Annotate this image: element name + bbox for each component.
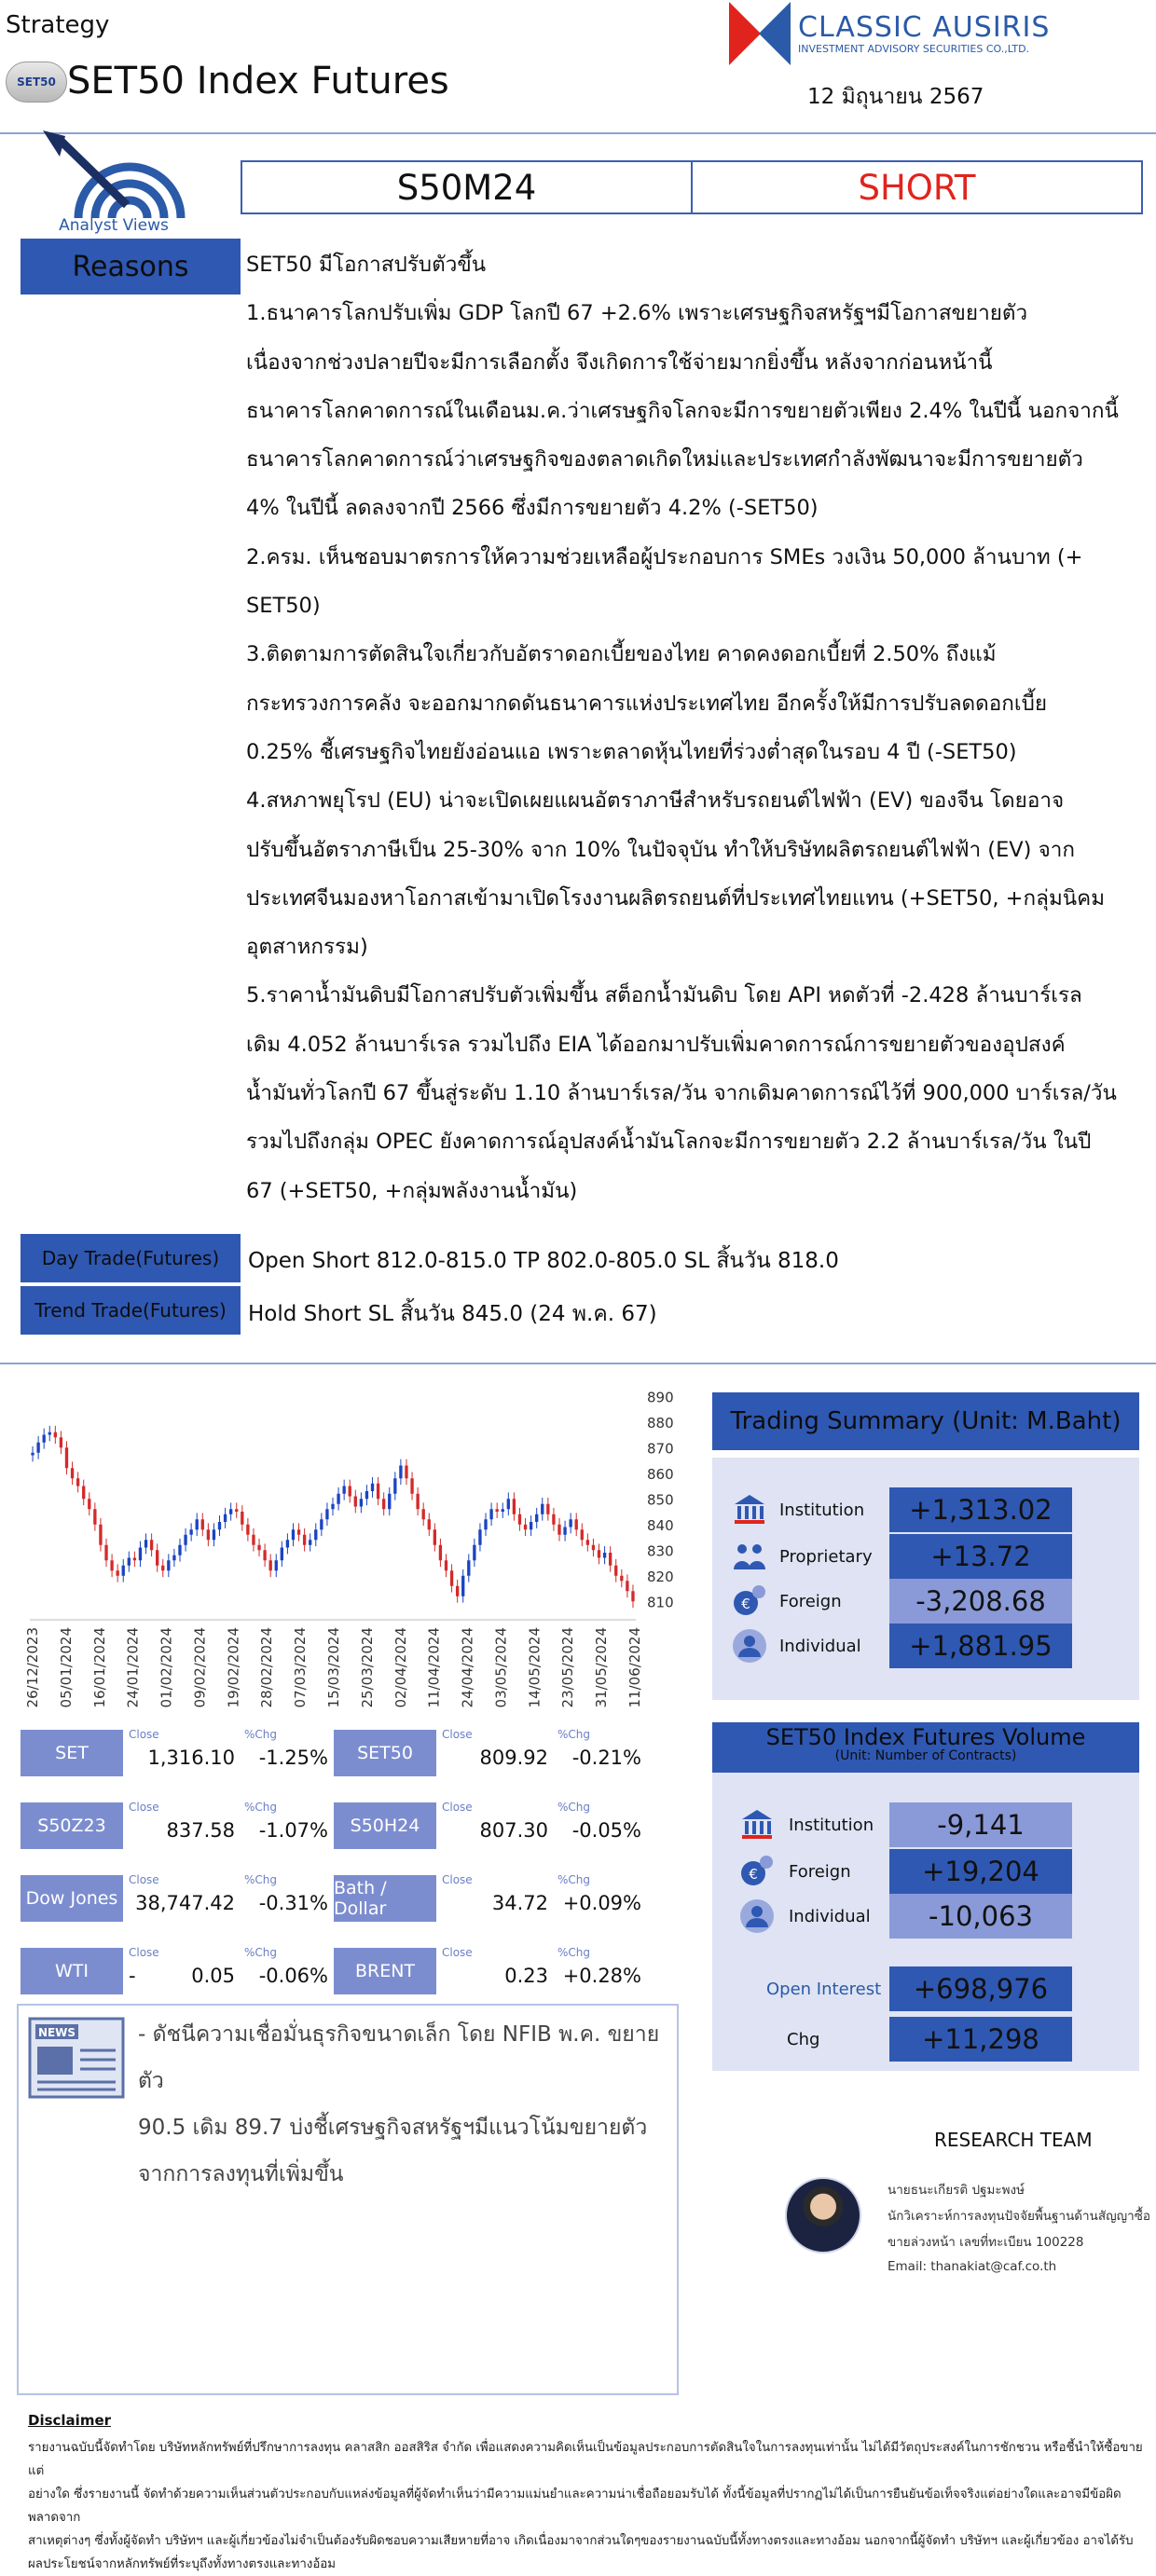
market-change: +0.09% [562,1892,641,1914]
x-tick-label: 25/03/2024 [358,1627,376,1708]
candle-body [116,1570,118,1576]
x-tick-label: 14/05/2024 [526,1627,544,1708]
candle-body [36,1443,39,1453]
trading-summary-value: +1,881.95 [889,1624,1072,1668]
candle-body [546,1504,549,1514]
candle-body [269,1560,272,1570]
market-close: 807.30 [479,1819,548,1842]
market-name: BRENT [334,1948,436,1994]
candle-body [405,1466,407,1479]
day-trade-label: Day Trade(Futures) [21,1234,241,1282]
analyst-avatar [785,2177,861,2254]
candle-body [201,1519,204,1529]
news-line: 90.5 เดิม 89.7 บ่งชี้เศรษฐกิจสหรัฐฯมีแนวโน้มขยายตัว [138,2116,648,2140]
x-tick-label: 23/05/2024 [559,1627,577,1708]
chg-caption: %Chg [244,1946,278,1959]
candle-body [388,1494,391,1510]
candle-body [502,1509,504,1512]
chg-caption: %Chg [557,1801,591,1814]
candle-body [139,1548,142,1561]
reason-line: ธนาคารโลกคาดการณ์ในเดือนม.ค.ว่าเศรษฐกิจโลกจะมีการขยายตัวเพียง 2.4% ในปีนี้ นอกจากนี้ [246,398,1119,423]
candle-body [82,1487,85,1500]
y-tick-label: 850 [647,1491,674,1509]
reason-line: 3.ติดตามการตัดสินใจเกี่ยวกับอัตราดอกเบี้ยของไทย คาดคงดอกเบี้ยที่ 2.50% ถึงแม้ [246,642,997,667]
candle-body [309,1540,311,1545]
candle-body [569,1519,571,1527]
y-tick-label: 810 [647,1594,674,1611]
candle-body [65,1447,68,1468]
candle-body [184,1535,186,1545]
position-signal: SHORT [858,167,976,208]
reason-line: 2.ครม. เห็นชอบมาตรการให้ความช่วยเหลือผู้ประกอบการ SMEs วงเงิน 50,000 ล้านบาท (+ [246,544,1083,569]
candle-body [320,1519,323,1529]
candle-body [513,1499,516,1514]
market-close: 1,316.10 [147,1747,235,1769]
reason-line: รวมไปถึงกลุ่ม OPEC ยังคาดการณ์อุปสงค์น้ำมันโลกจะมีการขยายตัว 2.2 ล้านบาร์เรล/วัน ในปี [246,1130,1092,1155]
x-tick-label: 24/01/2024 [124,1627,142,1708]
futures-volume-value: +19,204 [889,1849,1072,1894]
futures-volume-label: Institution [789,1816,874,1835]
candle-body [218,1522,221,1529]
y-tick-label: 830 [647,1542,674,1560]
candle-body [342,1487,345,1494]
x-tick-label: 24/04/2024 [459,1627,476,1708]
futures-volume-value: -10,063 [889,1894,1072,1939]
chg-value: +11,298 [889,2017,1072,2062]
news-line: - ดัชนีความเชื่อมั่นธุรกิจขนาดเล็ก โดย NFIB พ.ค. ขยายตัว [138,2022,660,2093]
y-tick-label: 840 [647,1516,674,1534]
reason-line: น้ำมันทั่วโลกปี 67 ขึ้นสู่ระดับ 1.10 ล้านบาร์เรล/วัน จากเดิมคาดการณ์ไว้ที่ 900,000 บาร์เรล/วัน [246,1081,1117,1106]
candle-body [614,1566,617,1576]
close-caption: Close [442,1873,473,1886]
trend-trade-label: Trend Trade(Futures) [21,1286,241,1335]
candle-body [581,1529,584,1540]
futures-volume-label: Foreign [789,1862,851,1882]
chg-caption: %Chg [557,1728,591,1741]
market-close: 809.92 [479,1747,548,1769]
candle-body [178,1545,181,1555]
candle-body [88,1499,90,1509]
candle-body [518,1514,521,1525]
market-name: S50Z23 [21,1802,123,1849]
candle-body [428,1519,431,1529]
x-tick-label: 15/03/2024 [325,1627,342,1708]
candle-body [54,1432,57,1438]
market-change: -0.06% [258,1965,328,1987]
candle-body [445,1560,447,1570]
reason-line: ธนาคารโลกคาดการณ์ว่าเศรษฐกิจของตลาดเกิดใหม่และประเทศกำลังพัฒนาจะมีการขยายตัว [246,447,1083,473]
reason-line: 0.25% ชี้เศรษฐกิจไทยยังอ่อนแอ เพราะตลาดหุ้นไทยที่ร่วงต่ำสุดในรอบ 4 ปี (-SET50) [246,739,1017,764]
candle-body [484,1519,487,1529]
candle-body [495,1509,498,1512]
reason-line: ปรับขึ้นอัตราภาษีเป็น 25-30% จาก 10% ในปัจจุบัน ทำให้บริษัทผลิตรถยนต์ไฟฟ้า (EV) จาก [246,837,1076,862]
candle-body [478,1529,481,1545]
close-caption: Close [129,1728,159,1741]
analyst-name: นายธนะเกียรติ ปฐมะพงษ์ [888,2183,1025,2198]
brand-subtitle: INVESTMENT ADVISORY SECURITIES CO.,LTD. [798,43,1030,55]
set50-logo: SET50 [6,62,67,103]
candle-body [489,1509,492,1519]
candle-body [104,1545,107,1561]
reason-line: 67 (+SET50, +กลุ่มพลังงานน้ำมัน) [246,1178,578,1203]
trading-summary-value: +13.72 [889,1534,1072,1579]
candle-body [241,1512,243,1525]
brand-logo-icon [727,0,792,67]
candle-body [325,1509,328,1519]
section-label: Strategy [6,11,110,39]
x-tick-label: 26/12/2023 [24,1627,41,1708]
futures-volume-label: Individual [789,1907,871,1926]
candle-body [422,1509,425,1519]
candle-body [110,1560,113,1570]
target-icon [34,129,211,220]
candle-body [331,1504,334,1510]
trading-summary-label: Proprietary [779,1547,873,1567]
candle-body [399,1466,402,1479]
x-tick-label: 11/04/2024 [425,1627,443,1708]
candle-body [450,1570,453,1586]
market-close: 837.58 [166,1819,235,1842]
candle-body [524,1525,527,1530]
x-tick-label: 16/01/2024 [90,1627,108,1708]
trading-summary-title: Trading Summary (Unit: M.Baht) [712,1392,1139,1450]
candle-body [229,1509,232,1514]
institution-icon [738,1806,776,1843]
candle-body [609,1553,612,1566]
individual-icon [731,1627,768,1665]
candle-body [631,1591,634,1601]
candle-body [563,1528,566,1535]
candle-body [161,1566,164,1571]
reason-line: ประเทศจีนมองหาโอกาสเข้ามาเปิดโรงงานผลิตรถยนต์ที่ประเทศไทยแทน (+SET50, +กลุ่มนิคม [246,885,1106,911]
candle-body [535,1514,538,1522]
candle-body [603,1553,606,1558]
institution-icon [731,1491,768,1528]
day-trade-text: Open Short 812.0-815.0 TP 802.0-805.0 SL สิ้นวัน 818.0 [248,1249,839,1273]
candle-body [133,1558,136,1561]
candle-body [196,1519,199,1529]
chg-caption: %Chg [244,1728,278,1741]
news-text [138,2011,679,2198]
page-title: SET50 Index Futures [67,60,449,103]
candle-body [213,1529,215,1540]
reasons-label: Reasons [21,239,241,295]
close-caption: Close [442,1946,473,1959]
candle-body [60,1437,62,1447]
reasons-text [246,240,1150,1215]
market-change: -1.25% [258,1747,328,1769]
candle-body [150,1540,153,1550]
x-tick-label: 02/04/2024 [392,1627,409,1708]
news-line: จากการลงทุนที่เพิ่มขึ้น [138,2162,344,2186]
candle-body [371,1484,374,1491]
x-tick-label: 05/01/2024 [57,1627,75,1708]
candle-body [456,1586,459,1596]
y-tick-label: 860 [647,1465,674,1483]
candle-body [473,1545,475,1561]
set50-candlestick-chart [21,1381,692,1717]
trading-summary-value: +1,313.02 [889,1487,1072,1532]
reason-line: 4.สหภาพยุโรป (EU) น่าจะเปิดเผยแผนอัตราภาษีสำหรับรถยนต์ไฟฟ้า (EV) ของจีน โดยอาจ [246,788,1065,814]
market-name: SET50 [334,1730,436,1776]
disclaimer-line: อย่างใด ซึ่งรายงานนี้ จัดทำด้วยความเห็นส่วนตัวประกอบกับแหล่งข้อมูลที่ผู้จัดทำเห็นว่ามีความแม่นยำและความน่าเชื่อถือยอมรับได้ ทั้งนี้ข้อมูลที่ปรากฏไม่ได้เป็นการยืนยันข้อเท็จจริงแต่อย่างใดและอาจมีข้อผิดพลาดจาก [28,2487,1122,2525]
market-change: -1.07% [258,1819,328,1842]
candle-body [263,1550,266,1560]
report-date: 12 มิถุนายน 2567 [807,85,984,109]
candle-body [71,1468,74,1478]
trend-trade-text: Hold Short SL สิ้นวัน 845.0 (24 พ.ค. 67) [248,1302,657,1326]
disclaimer-line: สาเหตุต่างๆ ซึ่งทั้งผู้จัดทำ บริษัทฯ และผู้เกี่ยวข้องไม่จำเป็นต้องรับผิดชอบความเสียหายที่อาจ เกิดเนื่องมาจากส่วนใดๆของรายงานฉบับนี้ทั้งทางตรงและทางอ้อม นอกจากนี้ผู้จัดทำ บริษัทฯ และผู้เกี่ยวข้อง อาจได้รับ [28,2534,1134,2548]
analyst-email: Email: thanakiat@caf.co.th [888,2259,1057,2274]
market-name: S50H24 [334,1802,436,1849]
candle-body [557,1525,560,1535]
candle-body [31,1453,34,1456]
candle-body [257,1545,260,1551]
y-tick-label: 880 [647,1414,674,1432]
market-close: 34.72 [491,1892,548,1914]
x-tick-label: 07/03/2024 [292,1627,310,1708]
open-interest-value: +698,976 [889,1966,1072,2011]
candle-body [76,1478,79,1486]
close-caption: Close [442,1801,473,1814]
candle-body [43,1435,46,1443]
candle-body [393,1478,396,1494]
chg-caption: %Chg [557,1946,591,1959]
market-change: -0.31% [258,1892,328,1914]
candle-body [382,1499,385,1509]
reason-line: เนื่องจากช่วงปลายปีจะมีการเลือกตั้ง จึงเกิดการใช้จ่ายมากยิ่งขึ้น หลังจากก่อนหน้านี้ [246,349,993,375]
candle-body [292,1529,295,1540]
newspaper-icon [26,2013,134,2103]
futures-volume-subtitle: (Unit: Number of Contracts) [834,1748,1017,1763]
svg-text:€: € [741,1596,750,1612]
candle-body [252,1535,255,1545]
disclaimer-line: ผลประโยชน์จากหลักทรัพย์ที่ระบุถึงทั้งทางตรงและทางอ้อม [28,2557,337,2571]
x-tick-label: 01/02/2024 [158,1627,175,1708]
chg-caption: %Chg [244,1873,278,1886]
reason-line: 1.ธนาคารโลกปรับเพิ่ม GDP โลกปี 67 +2.6% เพราะเศรษฐกิจสหรัฐฯมีโอกาสขยายตัว [246,301,1028,326]
candle-body [235,1509,238,1512]
candle-body [167,1560,170,1570]
reason-line: เดิม 4.052 ล้านบาร์เรล รวมไปถึง EIA ได้ออกมาปรับเพิ่มคาดการณ์การขยายตัวของอุปสงค์ [246,1032,1066,1057]
candle-body [575,1519,578,1529]
market-change: -0.05% [571,1819,641,1842]
candle-body [246,1525,249,1535]
candle-body [128,1558,131,1566]
close-caption: Close [129,1873,159,1886]
candle-body [48,1432,51,1435]
candle-body [122,1566,125,1576]
disclaimer-title: Disclaimer [28,2412,112,2429]
trading-summary-label: Institution [779,1500,865,1520]
news-badge: NEWS [37,2026,76,2039]
candle-body [286,1540,289,1547]
reason-line: กระทรวงการคลัง จะออกมากดดันธนาคารแห่งประเทศไทย อีกครั้งให้มีการปรับลดดอกเบี้ย [246,691,1048,716]
chg-caption: %Chg [244,1801,278,1814]
chg-caption: %Chg [557,1873,591,1886]
candle-body [93,1509,96,1525]
market-change: +0.28% [562,1965,641,1987]
svg-text:€: € [749,1866,758,1883]
individual-icon [738,1898,776,1935]
candle-body [598,1550,600,1557]
disclaimer-text [28,2436,1147,2576]
candle-body [337,1494,339,1504]
analyst-views-label: Analyst Views [59,216,169,235]
candle-body [275,1560,278,1570]
x-tick-label: 11/06/2024 [626,1627,643,1708]
close-caption: Close [129,1946,159,1959]
market-prefix: - [129,1965,136,1987]
candle-body [349,1487,351,1497]
x-tick-label: 31/05/2024 [593,1627,611,1708]
market-close: 38,747.42 [135,1892,235,1914]
futures-volume-value: -9,141 [889,1802,1072,1847]
candle-body [626,1581,628,1591]
market-name: WTI [21,1948,123,1994]
candle-body [303,1535,306,1545]
candle-body [360,1499,363,1506]
y-tick-label: 890 [647,1389,674,1406]
candle-body [314,1529,317,1540]
disclaimer-line: รายงานฉบับนี้จัดทำโดย บริษัทหลักทรัพย์ที่ปรึกษาการลงทุน คลาสสิก ออสสิริส จำกัด เพื่อแสดงความคิดเห็นเป็นข้อมูลประกอบการตัดสินใจในการลงทุนเท่านั้น ไม่ได้มีวัตถุประสงค์ในการชักชวน หรือชี้นำให้ซื้อขายแต่ [28,2441,1143,2478]
candle-body [281,1548,283,1561]
candle-body [172,1555,175,1561]
candle-body [586,1540,589,1545]
candle-body [99,1525,102,1545]
reason-line: SET50 มีโอกาสปรับตัวขึ้น [246,253,487,277]
y-tick-label: 820 [647,1568,674,1585]
candle-body [297,1529,300,1535]
candle-body [461,1576,464,1596]
section-divider [0,1363,1156,1364]
x-tick-label: 09/02/2024 [191,1627,209,1708]
candle-body [439,1545,442,1561]
candle-body [416,1494,419,1510]
market-close: 0.05 [191,1965,235,1987]
candle-body [530,1522,532,1529]
trading-summary-label: Foreign [779,1592,842,1611]
reason-line: 4% ในปีนี้ ลดลงจากปี 2566 ซึ่งมีการขยายตัว 4.2% (-SET50) [246,496,819,521]
candle-body [410,1478,413,1494]
candle-body [467,1560,470,1576]
brand-name: CLASSIC AUSIRIS [798,11,1051,44]
futures-volume-title: SET50 Index Futures Volume [765,1724,1086,1750]
foreign-coin-icon [731,1583,768,1620]
signal-box [241,160,1143,214]
candle-body [620,1576,623,1582]
candle-body [354,1497,357,1507]
analyst-license: ขายล่วงหน้า เลขที่ทะเบียน 100228 [888,2235,1084,2250]
market-change: -0.21% [571,1747,641,1769]
candle-body [224,1514,227,1522]
market-name: Dow Jones [21,1875,123,1922]
close-caption: Close [129,1801,159,1814]
contract-code: S50M24 [242,162,693,212]
proprietary-icon [731,1538,768,1575]
candle-body [156,1550,158,1566]
futures-volume-header [712,1722,1139,1773]
x-tick-label: 28/02/2024 [258,1627,276,1708]
open-interest-label: Open Interest [766,1980,882,1999]
trading-summary-label: Individual [779,1637,861,1656]
trading-summary-value: -3,208.68 [889,1579,1072,1624]
candle-body [434,1529,436,1545]
candle-body [377,1484,379,1500]
candle-body [207,1529,210,1540]
candle-body [592,1545,595,1551]
chg-label: Chg [787,2030,820,2049]
research-team-title: RESEARCH TEAM [934,2129,1093,2151]
candle-body [189,1529,192,1535]
x-tick-label: 19/02/2024 [225,1627,242,1708]
x-tick-label: 03/05/2024 [492,1627,510,1708]
reason-line: SET50) [246,594,321,619]
candle-body [507,1499,510,1509]
close-caption: Close [442,1728,473,1741]
reason-line: 5.ราคาน้ำมันดิบมีโอกาสปรับตัวเพิ่มขึ้น สต็อกน้ำมันดิบ โดย API หดตัวที่ -2.428 ล้านบาร์เรล [246,983,1082,1008]
candle-body [552,1514,555,1525]
market-name: Bath / Dollar [334,1875,436,1922]
reason-line: อุตสาหกรรม) [246,935,368,960]
candle-body [144,1540,147,1547]
foreign-coin-icon [738,1853,776,1890]
market-name: SET [21,1730,123,1776]
candle-body [365,1491,368,1499]
y-tick-label: 870 [647,1440,674,1458]
analyst-title: นักวิเคราะห์การลงทุนปัจจัยพื้นฐานด้านสัญญาซื้อ [888,2209,1150,2224]
market-close: 0.23 [504,1965,548,1987]
candle-body [541,1504,544,1514]
